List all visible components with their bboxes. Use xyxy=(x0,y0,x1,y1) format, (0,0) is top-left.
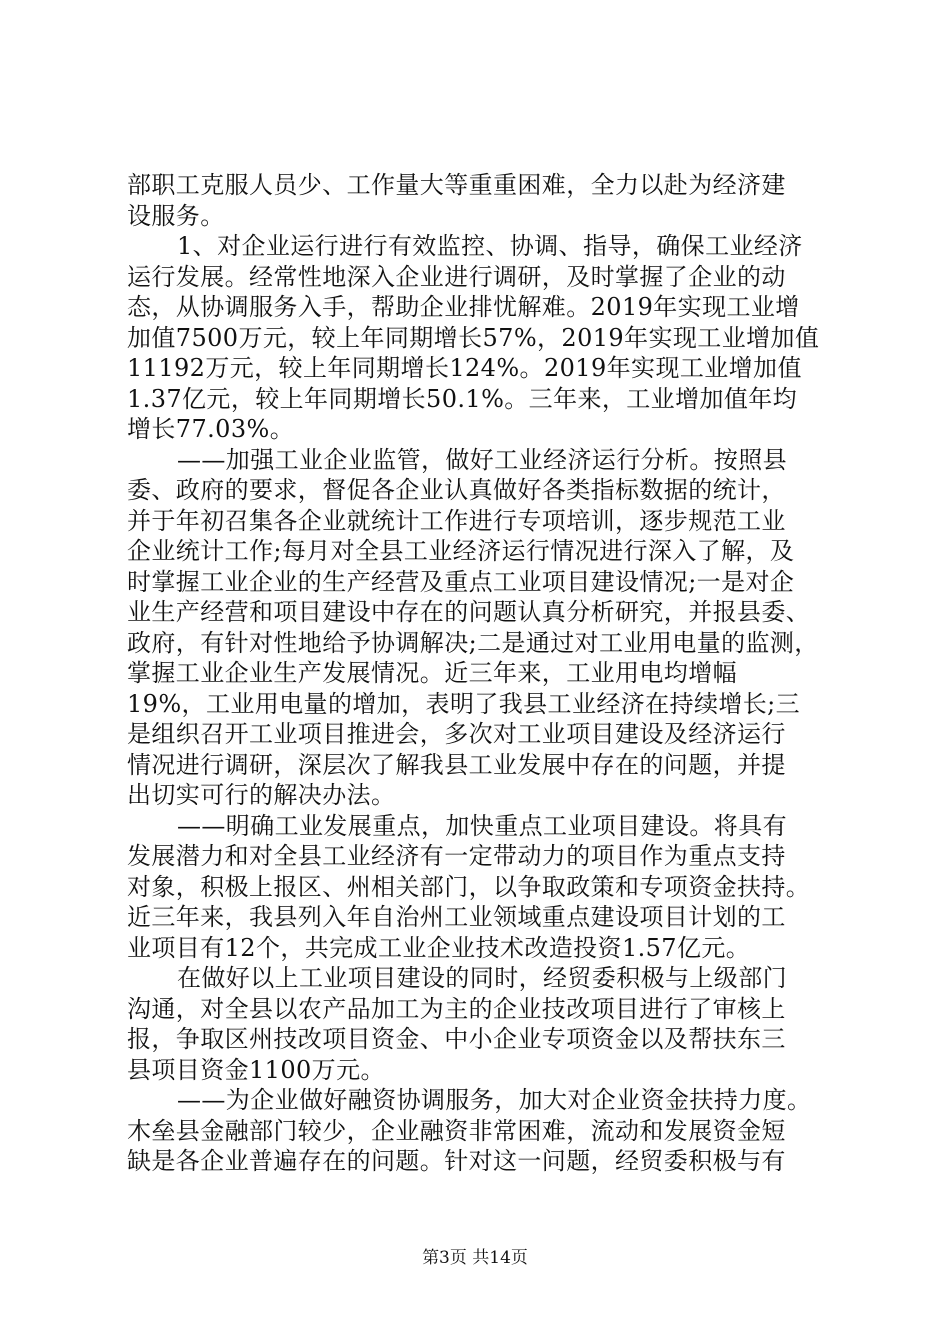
text-line: 态，从协调服务入手，帮助企业排忧解难。2019年实现工业增 xyxy=(127,293,800,321)
text-line: 掌握工业企业生产发展情况。近三年来，工业用电均增幅 xyxy=(127,659,737,687)
text-line: 设服务。 xyxy=(127,201,225,230)
text-line: 政府，有针对性地给予协调解决;二是通过对工业用电量的监测， xyxy=(127,628,819,657)
page-number: 第3页 共14页 xyxy=(422,1248,528,1268)
text-line: 时掌握工业企业的生产经营及重点工业项目建设情况;一是对企 xyxy=(127,567,795,596)
text-line: 业生产经营和项目建设中存在的问题认真分析研究，并报县委、 xyxy=(127,598,811,626)
text-line: ——加强工业企业监管，做好工业经济运行分析。按照县 xyxy=(177,445,787,474)
text-line: 11192万元，较上年同期增长124%。2019年实现工业增加值 xyxy=(127,354,802,382)
text-line: 1、对企业运行进行有效监控、协调、指导，确保工业经济 xyxy=(177,232,803,260)
text-line: 在做好以上工业项目建设的同时，经贸委积极与上级部门 xyxy=(177,964,787,992)
text-line: 县项目资金1100万元。 xyxy=(127,1055,385,1084)
text-line: 19%，工业用电量的增加，表明了我县工业经济在持续增长;三 xyxy=(127,689,801,718)
text-line: 发展潜力和对全县工业经济有一定带动力的项目作为重点支持 xyxy=(127,842,786,870)
text-line: 部职工克服人员少、工作量大等重重困难，全力以赴为经济建 xyxy=(127,171,786,199)
text-line: 业项目有12个，共完成工业企业技术改造投资1.57亿元。 xyxy=(127,933,751,962)
text-line: ——明确工业发展重点，加快重点工业项目建设。将具有 xyxy=(177,811,787,840)
text-line: 增长77.03%。 xyxy=(127,415,295,443)
text-line: 情况进行调研，深层次了解我县工业发展中存在的问题，并提 xyxy=(127,750,786,779)
text-line: 报，争取区州技改项目资金、中小企业专项资金以及帮扶东三 xyxy=(127,1025,786,1053)
text-line: 委、政府的要求，督促各企业认真做好各类指标数据的统计， xyxy=(127,476,786,504)
text-line: 出切实可行的解决办法。 xyxy=(127,781,396,809)
text-line: 运行发展。经常性地深入企业进行调研，及时掌握了企业的动 xyxy=(127,262,786,291)
text-line: 是组织召开工业项目推进会，多次对工业项目建设及经济运行 xyxy=(127,720,786,748)
text-line: ——为企业做好融资协调服务，加大对企业资金扶持力度。 xyxy=(177,1086,812,1114)
text-line: 沟通，对全县以农产品加工为主的企业技改项目进行了审核上 xyxy=(127,994,786,1023)
text-line: 加值7500万元，较上年同期增长57%，2019年实现工业增加值 xyxy=(127,323,820,352)
text-line: 近三年来，我县列入年自治州工业领域重点建设项目计划的工 xyxy=(127,903,786,931)
text-line: 企业统计工作;每月对全县工业经济运行情况进行深入了解，及 xyxy=(127,537,795,565)
text-line: 缺是各企业普遍存在的问题。针对这一问题，经贸委积极与有 xyxy=(127,1147,786,1175)
text-line: 木垒县金融部门较少，企业融资非常困难，流动和发展资金短 xyxy=(127,1116,786,1145)
text-line: 对象，积极上报区、州相关部门，以争取政策和专项资金扶持。 xyxy=(127,872,811,901)
text-line: 并于年初召集各企业就统计工作进行专项培训，逐步规范工业 xyxy=(127,506,786,535)
text-line: 1.37亿元，较上年同期增长50.1%。三年来，工业增加值年均 xyxy=(127,384,798,413)
document-body xyxy=(127,170,827,1177)
